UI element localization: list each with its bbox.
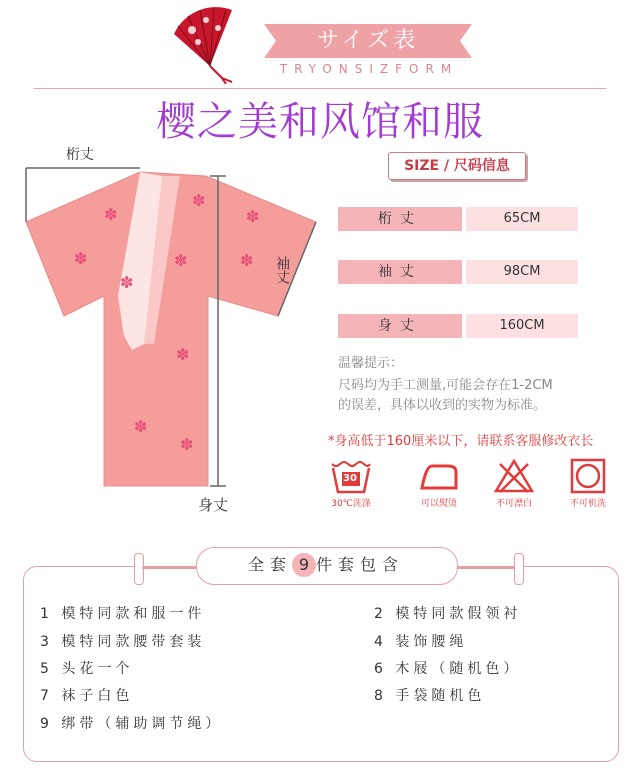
panel-ornament xyxy=(134,553,144,585)
set-title-post: 件套包含 xyxy=(316,555,405,574)
svg-text:✽: ✽ xyxy=(246,207,260,226)
tip-line: 尺码均为手工测量,可能会存在1-2CM xyxy=(338,378,553,393)
wash-temperature: 30 xyxy=(343,473,357,484)
list-item: 8 手袋随机色 xyxy=(374,688,486,704)
care-label: 可以熨烫 xyxy=(420,499,457,509)
panel-ornament xyxy=(514,553,524,585)
label-mitake: 身丈 xyxy=(198,496,229,514)
size-row-value: 160CM xyxy=(466,314,578,338)
banner-subtitle: TRYONSIZFORM xyxy=(279,62,459,76)
list-item: 9 绑带（辅助调节绳） xyxy=(40,716,224,732)
svg-text:✽: ✽ xyxy=(74,249,88,268)
shop-name: 樱之美和风馆和服 xyxy=(156,99,484,145)
list-item: 5 头花一个 xyxy=(40,661,134,677)
kimono-diagram xyxy=(20,140,320,520)
height-warning: *身高低于160厘米以下，请联系客服修改衣长 xyxy=(328,434,594,449)
care-label: 不可漂白 xyxy=(495,499,532,509)
svg-text:✽: ✽ xyxy=(240,251,254,270)
tip-line: 的误差，具体以收到的实物为标准。 xyxy=(338,398,547,413)
no-tumble-dry-icon xyxy=(570,458,606,494)
label-sode: 袖丈 xyxy=(274,256,290,284)
svg-text:✽: ✽ xyxy=(134,417,148,436)
size-row-value: 98CM xyxy=(466,260,578,284)
size-row-label: 袖丈 xyxy=(338,260,462,284)
banner-title: サイズ表 xyxy=(316,28,420,53)
list-item: 2 模特同款假领衬 xyxy=(374,606,522,622)
list-item: 1 模特同款和服一件 xyxy=(40,606,206,622)
size-title: SIZE / 尺码信息 xyxy=(388,152,526,180)
svg-text:✽: ✽ xyxy=(192,191,206,210)
size-row-label: 桁丈 xyxy=(338,207,462,231)
tip-heading: 温馨提示： xyxy=(338,356,404,371)
panel-ornament-line xyxy=(142,567,196,569)
list-item: 7 袜子白色 xyxy=(40,688,134,704)
no-bleach-icon xyxy=(494,458,534,494)
size-row-value: 65CM xyxy=(466,207,578,231)
header-divider xyxy=(34,88,606,89)
svg-text:✽: ✽ xyxy=(180,435,194,454)
list-item: 6 木屐（随机色） xyxy=(374,661,522,677)
fan-icon xyxy=(170,4,250,84)
set-title-pre: 全套 xyxy=(247,555,292,574)
iron-icon xyxy=(418,462,460,492)
svg-text:✽: ✽ xyxy=(174,251,188,270)
size-row-label: 身丈 xyxy=(338,314,462,338)
list-item: 3 模特同款腰带套装 xyxy=(40,634,206,650)
svg-text:✽: ✽ xyxy=(176,345,190,364)
set-count-badge: 9 xyxy=(292,553,316,577)
set-title xyxy=(196,547,456,583)
panel-ornament-line xyxy=(456,567,514,569)
care-label: 不可机洗 xyxy=(569,499,606,509)
svg-text:✽: ✽ xyxy=(120,273,134,292)
svg-text:✽: ✽ xyxy=(104,205,118,224)
list-item: 4 装饰腰绳 xyxy=(374,634,468,650)
care-label: 30℃洗涤 xyxy=(331,499,371,509)
label-kata: 桁丈 xyxy=(66,147,94,163)
